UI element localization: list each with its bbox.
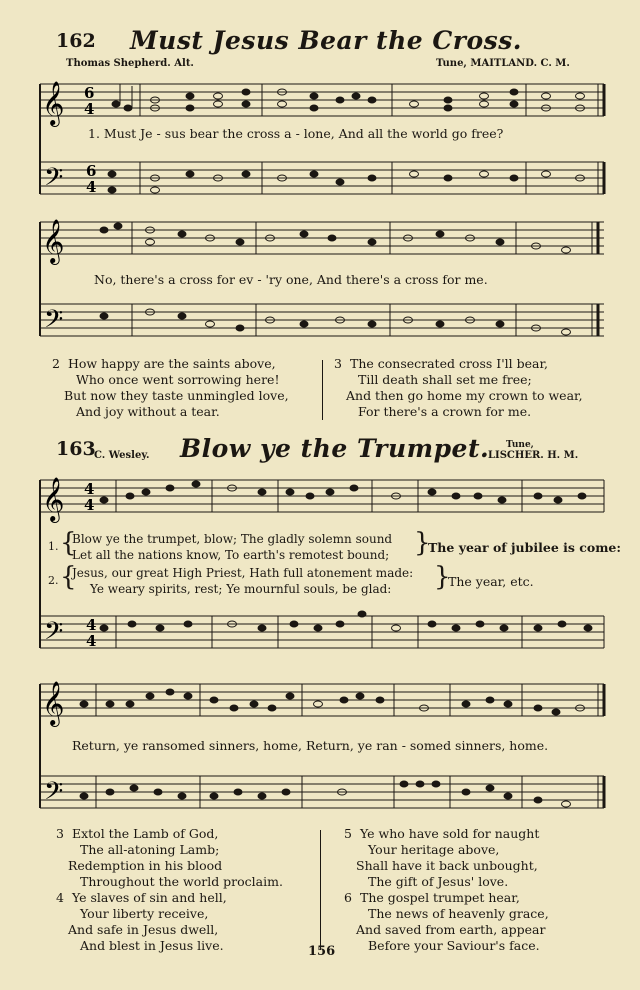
svg-text:6: 6 xyxy=(86,162,97,180)
treble-clef-icon: 𝄞 xyxy=(42,477,65,521)
svg-text:4: 4 xyxy=(86,632,97,650)
verse-163-3: 3 Extol the Lamb of God, The all-atoning Lamb; Redemption in his blood Throughout the world proclaim. xyxy=(56,826,283,889)
verse-163-6: 6 The gospel trumpet hear, The news of heavenly grace, And saved from earth, appear Before your Saviour's face. xyxy=(344,890,549,953)
svg-text:4: 4 xyxy=(84,100,95,118)
brace-icon: } xyxy=(414,528,431,558)
lyric-162-line-2: No, there's a cross for ev - 'ry one, And there's a cross for me. xyxy=(94,272,488,287)
verse-162-2: 2 How happy are the saints above, Who once went sorrowing here! But now they taste unmingled love, And joy without a tear. xyxy=(52,356,289,419)
verse-divider xyxy=(320,830,321,950)
svg-text:4: 4 xyxy=(84,496,95,514)
hymn-tune-162: Tune, MAITLAND. C. M. xyxy=(436,58,570,69)
hymn-title-163: Blow ye the Trumpet. xyxy=(180,434,490,463)
hymn-number-162: 162 xyxy=(56,30,96,52)
brace-icon: { xyxy=(60,562,77,592)
hymn-author-163: C. Wesley. xyxy=(94,450,150,461)
bass-clef-icon: 𝄢 xyxy=(44,163,64,198)
hymn-tune-163: LISCHER. H. M. xyxy=(488,450,579,461)
svg-text:4: 4 xyxy=(86,616,97,634)
hymn-title-162: Must Jesus Bear the Cross. xyxy=(130,26,522,55)
lyric-162-line-1: 1. Must Je - sus bear the cross a - lone, And all the world go free? xyxy=(88,126,504,141)
bass-clef-icon: 𝄢 xyxy=(44,305,64,340)
treble-clef-icon: 𝄞 xyxy=(42,681,65,725)
bass-clef-icon: 𝄢 xyxy=(44,617,64,652)
verse-162-3: 3 The consecrated cross I'll bear, Till death shall set me free; And then go home my crown to wear, For there's a crown for me. xyxy=(334,356,583,419)
verse-163-5: 5 Ye who have sold for naught Your heritage above, Shall have it back unbought, The gift of Jesus' love. xyxy=(344,826,540,889)
brace-icon: } xyxy=(434,562,451,592)
verse-divider xyxy=(322,360,323,420)
verse-163-4: 4 Ye slaves of sin and hell, Your liberty receive, And safe in Jesus dwell, And blest in Jesus live. xyxy=(56,890,227,953)
treble-clef-icon: 𝄞 xyxy=(42,219,65,263)
treble-clef-icon: 𝄞 xyxy=(42,81,65,125)
hymn-number-163: 163 xyxy=(56,438,96,460)
verse-163-2-line-a: Jesus, our great High Priest, Hath full atonement made: xyxy=(72,566,414,580)
page-number: 156 xyxy=(308,944,336,959)
verse-163-1-line-a: Blow ye the trumpet, blow; The gladly solemn sound xyxy=(72,532,393,546)
verse-163-2-refrain: The year, etc. xyxy=(448,574,534,589)
lyric-163-line-2: Return, ye ransomed sinners, home, Return, ye ran - somed sinners, home. xyxy=(72,738,549,753)
verse-163-2-line-b: Ye weary spirits, rest; Ye mournful souls, be glad: xyxy=(90,582,392,596)
verse-163-1-line-b: Let all the nations know, To earth's remotest bound; xyxy=(72,548,390,562)
svg-text:6: 6 xyxy=(84,84,95,102)
svg-text:4: 4 xyxy=(84,480,95,498)
verse-163-1-number: 1. xyxy=(48,540,59,553)
brace-icon: { xyxy=(60,528,77,558)
hymn-author-162: Thomas Shepherd. Alt. xyxy=(66,58,194,69)
verse-163-2-number: 2. xyxy=(48,574,59,587)
hymn-tune-label-163: Tune, xyxy=(506,440,534,450)
verse-number: 2 xyxy=(52,356,60,371)
verse-163-1-refrain: The year of jubilee is come: xyxy=(428,540,621,555)
svg-text:4: 4 xyxy=(86,178,97,196)
bass-clef-icon: 𝄢 xyxy=(44,777,64,812)
